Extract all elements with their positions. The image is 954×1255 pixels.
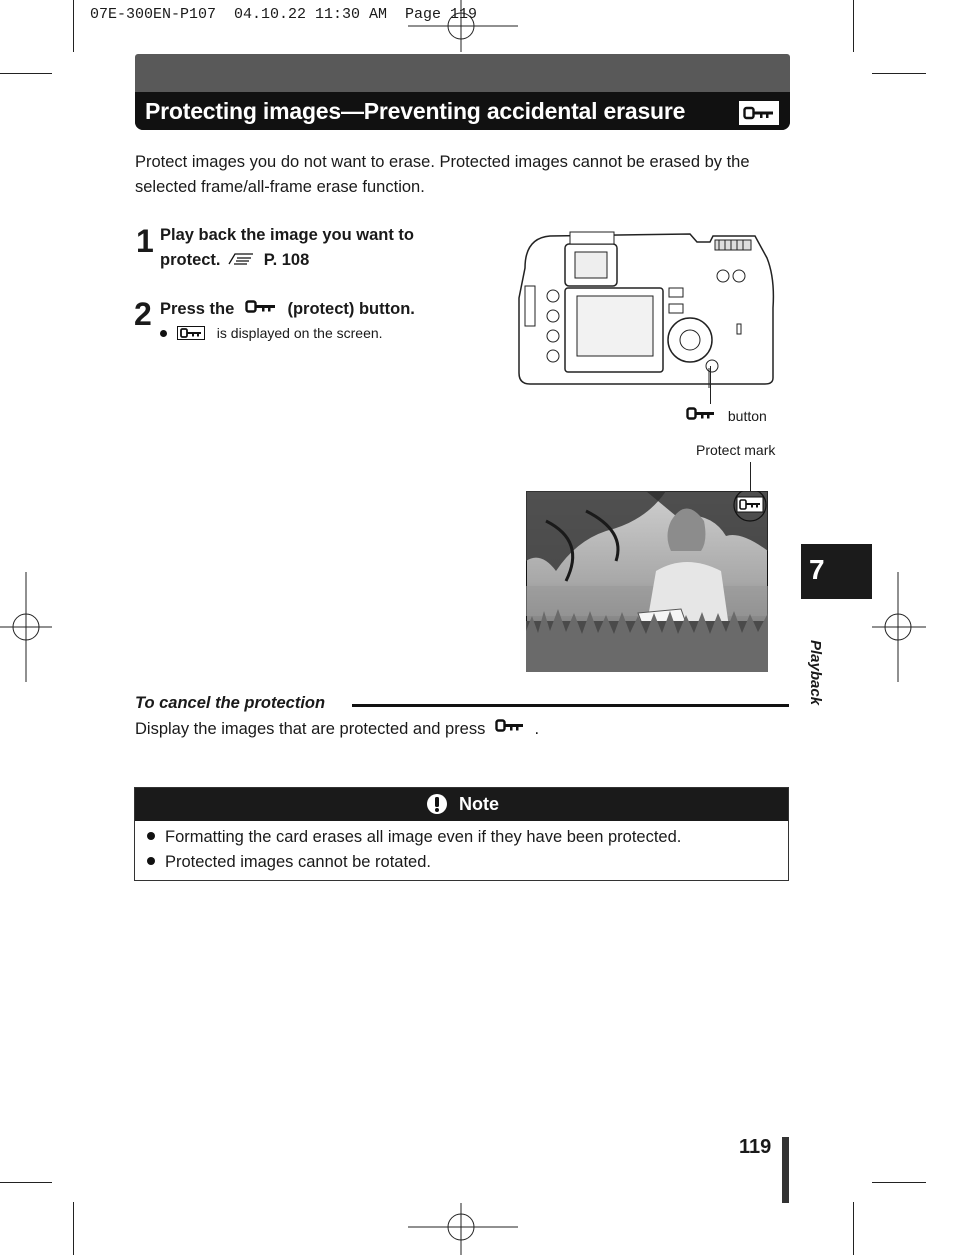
page-number-bar: [782, 1137, 789, 1203]
cancel-text-after: .: [534, 720, 540, 738]
step-1-line-1: Play back the image you want to: [160, 226, 414, 244]
bullet: [147, 857, 155, 865]
protect-mark-caption: Protect mark: [696, 442, 776, 458]
note-item: [147, 853, 431, 872]
protect-key-icon: [245, 300, 277, 314]
protect-key-icon: [495, 719, 525, 733]
page-reference: P. 108: [263, 251, 310, 269]
crop-mark: [853, 0, 854, 52]
step-number: 1: [136, 223, 154, 259]
button-caption: [686, 407, 767, 424]
slug-line: 07E-300EN-P107 04.10.22 11:30 AM Page 119: [90, 6, 478, 23]
cancel-text-before: Display the images that are protected and press: [135, 720, 486, 738]
crop-mark: [0, 1182, 52, 1183]
exclamation-icon: [426, 793, 448, 815]
intro-paragraph: Protect images you do not want to erase. Protected images cannot be erased by the selected frame/all-frame erase function.: [135, 153, 750, 196]
step-1-line-2: [160, 248, 309, 273]
crop-mark: [872, 73, 926, 74]
note-title: Note: [459, 794, 499, 814]
crop-mark: [0, 73, 52, 74]
protect-icon-boxed: [177, 326, 205, 340]
crop-mark: [73, 0, 74, 52]
step-2-bullet-text: is displayed on the screen.: [216, 325, 383, 341]
crop-mark: [853, 1202, 854, 1255]
step-2-line: [160, 297, 415, 322]
chapter-tab: 7: [801, 544, 872, 599]
protect-mark-callout-line: [750, 462, 751, 492]
registration-mark-bottom: [408, 1203, 518, 1255]
camera-back-illustration: [515, 228, 775, 388]
step-2-bullet: [160, 325, 383, 341]
cancel-heading: To cancel the protection: [135, 694, 326, 712]
step-number: 2: [134, 296, 152, 332]
camera-callout-line: [710, 366, 711, 404]
protect-key-icon: [686, 407, 716, 421]
note-item-text: Protected images cannot be rotated.: [165, 853, 431, 871]
protect-key-icon: [738, 100, 780, 126]
note-box: [134, 787, 789, 881]
note-item-text: Formatting the card erases all image even if they have been protected.: [165, 828, 682, 846]
crop-mark: [872, 1182, 926, 1183]
heading-rule: [352, 704, 789, 707]
sample-photo-woman-reading: [526, 491, 768, 672]
bullet: [147, 832, 155, 840]
note-item: [147, 828, 681, 847]
cancel-instruction: [135, 719, 539, 739]
page-number: 119: [739, 1136, 772, 1158]
page-title: Protecting images—Preventing accidental erasure: [145, 98, 686, 124]
pointing-hand-icon: [227, 252, 257, 266]
note-header: [135, 788, 788, 821]
step-2-text-post: (protect) button.: [287, 300, 415, 318]
registration-mark-left: [0, 572, 52, 682]
button-caption-text: button: [727, 408, 767, 424]
step-2-text-pre: Press the: [160, 300, 235, 318]
registration-mark-right: [872, 572, 926, 682]
chapter-label: Playback: [807, 640, 824, 706]
step-1-text: protect.: [160, 251, 221, 269]
section-header: [135, 54, 790, 130]
crop-mark: [73, 1202, 74, 1255]
